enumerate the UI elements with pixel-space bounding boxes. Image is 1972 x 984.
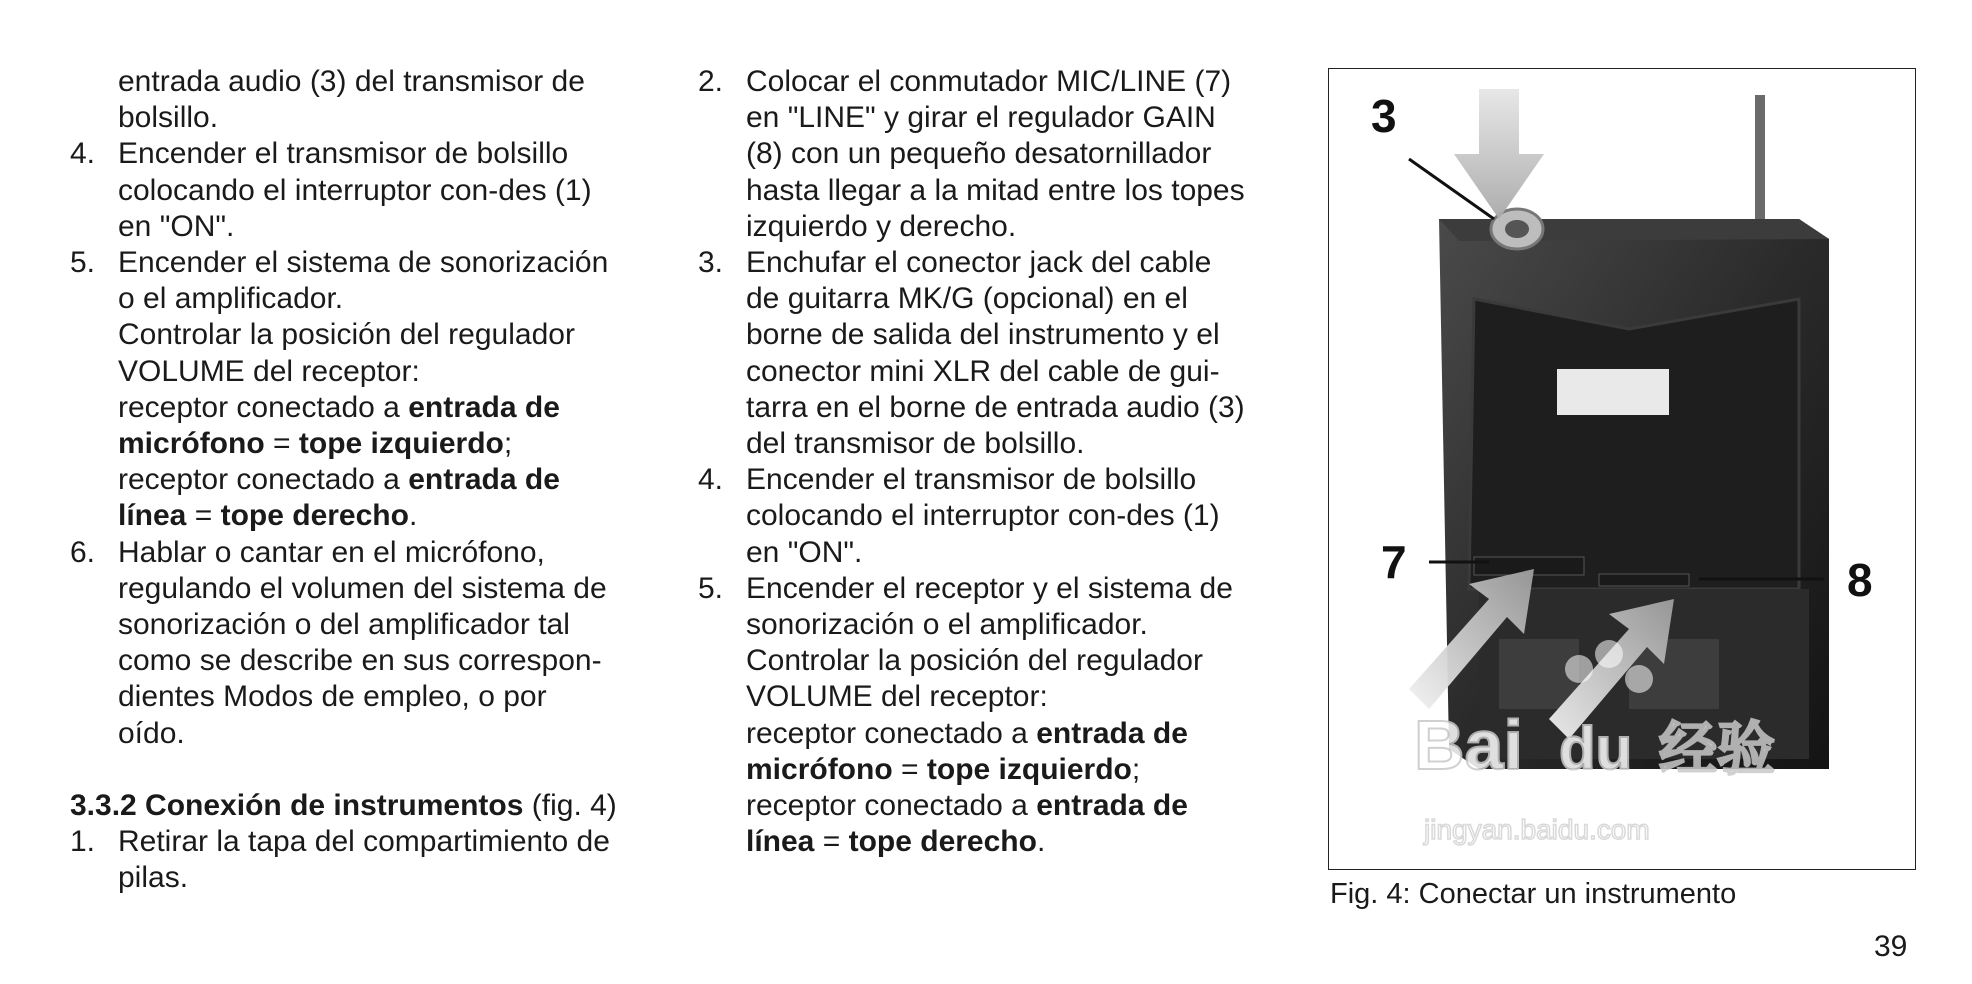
watermark-bai: Bai — [1414, 706, 1523, 784]
text-span: . — [1036, 825, 1046, 859]
section-heading — [70, 788, 652, 824]
belt-clip — [1469, 299, 1799, 589]
callout-7: 7 — [1381, 536, 1407, 588]
text-line: Retirar la tapa del compartimiento de — [118, 825, 610, 859]
text-line: de guitarra MK/G (opcional) en el — [746, 282, 1188, 316]
text-line: colocando el interruptor con-des (1) — [746, 499, 1220, 533]
heading-ref: (fig. 4) — [523, 788, 617, 822]
text-line: del transmisor de bolsillo. — [746, 427, 1085, 461]
transmitter-illustration — [1329, 69, 1915, 869]
text-line: hasta llegar a la mitad entre los topes — [746, 173, 1245, 207]
bold-text: tope derecho — [220, 499, 409, 533]
text-line: tarra en el borne de entrada audio (3) — [746, 390, 1245, 424]
text-line: Encender el receptor y el sistema de — [746, 571, 1233, 605]
text-line — [118, 462, 652, 498]
text-line: Encender el sistema de sonorización — [118, 246, 609, 280]
text-line: en "ON". — [746, 535, 863, 569]
text-line — [746, 824, 1280, 860]
text-line: (8) con un pequeño desatornillador — [746, 137, 1212, 171]
text-line: en "LINE" y girar el regulador GAIN — [746, 101, 1216, 135]
text-span: = — [814, 825, 849, 859]
text-span: receptor conectado a — [746, 716, 1037, 750]
heading-bold: 3.3.2 Conexión de instrumentos — [70, 788, 524, 822]
watermark-jingyan: 经验 — [1659, 715, 1776, 783]
text-line: izquierdo y derecho. — [746, 209, 1017, 243]
text-span: ; — [503, 427, 513, 461]
list-number: 2. — [698, 65, 724, 98]
text-line: Colocar el conmutador MIC/LINE (7) — [746, 65, 1232, 98]
text-line: Controlar la posición del regulador — [118, 318, 575, 352]
continued-text-line: entrada audio (3) del transmisor de — [118, 65, 585, 98]
callout-3: 3 — [1371, 90, 1397, 142]
bold-text: entrada de — [1036, 716, 1188, 750]
text-line: Hablar o cantar en el micrófono, — [118, 535, 545, 569]
text-line: oído. — [118, 716, 185, 750]
text-span: . — [408, 499, 418, 533]
bold-text: micrófono — [118, 427, 265, 461]
page-number: 39 — [1874, 930, 1908, 963]
text-line: en "ON". — [118, 209, 235, 243]
bold-text: línea — [118, 499, 187, 533]
bold-text: tope derecho — [848, 825, 1037, 859]
text-span: receptor conectado a — [118, 463, 409, 497]
text-line: borne de salida del instrumento y el — [746, 318, 1220, 352]
text-line: Controlar la posición del regulador — [746, 644, 1203, 678]
list-item-3 — [698, 245, 1280, 462]
text-line: regulando el volumen del sistema de — [118, 571, 607, 605]
watermark-du: du — [1559, 715, 1633, 782]
text-span: ; — [1131, 752, 1141, 786]
text-line: VOLUME del receptor: — [118, 354, 420, 388]
text-line: como se describe en sus correspon- — [118, 644, 602, 678]
list-number: 5. — [698, 571, 724, 605]
list-item-5 — [70, 245, 652, 535]
text-line: o el amplificador. — [118, 282, 344, 316]
continued-text-line: bolsillo. — [118, 101, 219, 135]
bold-text: línea — [746, 825, 815, 859]
list-number: 3. — [698, 246, 724, 280]
spacer — [70, 752, 652, 788]
text-line: dientes Modos de empleo, o por — [118, 680, 547, 714]
list-item-1 — [70, 824, 652, 896]
bold-text: micrófono — [746, 752, 893, 786]
list-item-4 — [70, 136, 652, 245]
list-item-6 — [70, 535, 652, 752]
bold-text: entrada de — [1036, 789, 1188, 823]
callout-8: 8 — [1847, 554, 1873, 606]
text-span: = — [186, 499, 221, 533]
list-number: 5. — [70, 246, 96, 280]
figure-4-photo — [1328, 68, 1916, 870]
list-number: 4. — [70, 137, 96, 171]
text-line — [118, 498, 652, 534]
text-span: = — [264, 427, 299, 461]
text-line: sonorización o del amplificador tal — [118, 608, 570, 642]
text-line: pilas. — [118, 861, 189, 895]
watermark-url: jingyan.baidu.com — [1424, 814, 1650, 845]
text-line: VOLUME del receptor: — [746, 680, 1048, 714]
list-number: 4. — [698, 463, 724, 497]
text-line — [118, 426, 652, 462]
text-line — [746, 716, 1280, 752]
left-column — [70, 64, 652, 896]
list-item-5 — [698, 571, 1280, 861]
bold-text: entrada de — [408, 463, 560, 497]
text-line — [118, 390, 652, 426]
text-line: Encender el transmisor de bolsillo — [746, 463, 1197, 497]
text-span: receptor conectado a — [746, 789, 1037, 823]
text-line — [746, 788, 1280, 824]
bold-text: tope izquierdo — [298, 427, 504, 461]
text-line: Enchufar el conector jack del cable — [746, 246, 1212, 280]
text-line: colocando el interruptor con-des (1) — [118, 173, 592, 207]
text-span: receptor conectado a — [118, 390, 409, 424]
label-sticker — [1557, 369, 1669, 415]
list-number: 6. — [70, 535, 96, 569]
text-line: Encender el transmisor de bolsillo — [118, 137, 569, 171]
list-item-4 — [698, 462, 1280, 571]
text-line: conector mini XLR del cable de gui- — [746, 354, 1220, 388]
text-line: sonorización o el amplificador. — [746, 608, 1148, 642]
gain-control — [1599, 574, 1689, 586]
bold-text: entrada de — [408, 390, 560, 424]
middle-column — [698, 64, 1280, 860]
text-line — [746, 752, 1280, 788]
text-span: = — [892, 752, 927, 786]
list-item-2 — [698, 64, 1280, 245]
bold-text: tope izquierdo — [926, 752, 1132, 786]
list-number: 1. — [70, 825, 96, 859]
figure-caption: Fig. 4: Conectar un instrumento — [1330, 878, 1737, 910]
